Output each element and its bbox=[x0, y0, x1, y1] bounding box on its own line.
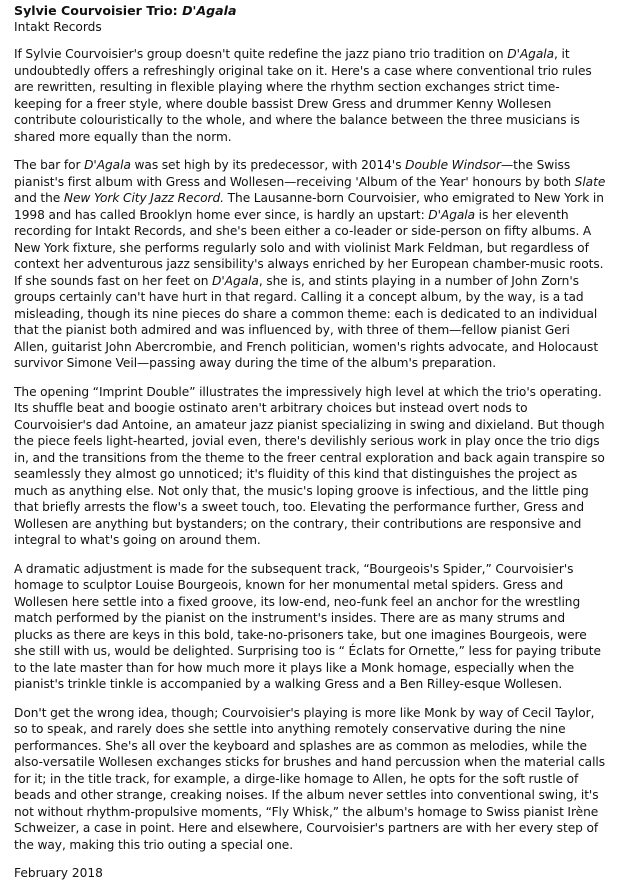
review-paragraph bbox=[14, 46, 606, 145]
italic-title: D'Agala bbox=[428, 207, 476, 222]
text-run: The opening “Imprint Double” illustrates the impressively high level at which the trio's operating. Its shuffle beat and boogie ostinato aren't arbitrary choices but instead overt nods to Courvoisier's dad Antoine, an amateur jazz pianist specializing in swing and dixieland. But though the piece feels light-hearted, jovial even, there's devilishly serious work in play once the trio digs in, and the transitions from the theme to the freer central exploration and back again transpire so seamlessly they almost go unnoticed; it's fluidity of this kind that distinguishes the project as much as anything else. Not only that, the music's loping groove is infectious, and the little ping that briefly arrests the flow's a sweet touch, too. Elevating the performance further, Gress and Wollesen are anything but bystanders; on the contrary, their contributions are responsive and integral to what's going on around them. bbox=[14, 384, 605, 547]
italic-title: Double Windsor bbox=[405, 158, 501, 172]
italic-title: D'Agala bbox=[84, 158, 131, 172]
text-run: , she is, and stints playing in a number of John Zorn's groups certainly can't have hurt in that regard. Calling it a concept album, by the way, is a tad misleading, though its nine pieces do share a common theme: each is dedicated to an individual that the pianist both admired and was influenced by, with three of them—fellow pianist Geri Allen, guitarist John Abercrombie, and French politician, women's rights advocate, and Holocaust survivor Simone Veil—passing away during the time of the album's preparation. bbox=[14, 273, 599, 370]
album-title: D'Agala bbox=[182, 3, 237, 18]
text-run: The bar for bbox=[14, 158, 85, 172]
text-run: , it undoubtedly offers a refreshingly original take on it. Here's a case where conventional trio rules are rewritten, resulting in flexible playing where the rhythm section exchanges strict time-keeping for a freer style, where double bassist Drew Gress and drummer Kenny Wollesen contribute colouristically to the whole, and where the balance between the three musicians is shared more equally than the norm. bbox=[14, 47, 592, 144]
text-run: The Lausanne-born Courvoisier, who emigrated to New York in 1998 and has called Brooklyn home ever since, is hardly an upstart: bbox=[14, 191, 604, 222]
text-run: A dramatic adjustment is made for the subsequent track, “Bourgeois's Spider,” Courvoisier's homage to sculptor Louise Bourgeois, known for her monumental metal spiders. Gress and Wollesen here settle into a fixed groove, its low-end, neo-funk feel an anchor for the wrestling match performed by the pianist on the instrument's insides. There are as many strums and plucks as there are keys in this bold, take-no-prisoners take, but one imagines Bourgeois, were she still with us, would be delighted. Surprising too is “ Éclats for Ornette,” less for paying tribute to the late master than for how much more it plays like a Monk homage, especially when the pianist's trinkle tinkle is accompanied by a walking Gress and a Ben Rilley-esque Wollesen. bbox=[14, 561, 601, 691]
italic-title: Slate bbox=[574, 174, 606, 189]
text-run: Don't get the wrong idea, though; Courvoisier's playing is more like Monk by way of Cecil Taylor, so to speak, and rarely does she settle into anything remotely conservative during the nine performances. She's all over the keyboard and splashes are as common as melodies, while the also-versatile Wollesen exchanges sticks for brushes and hand percussion when the material calls for it; in the title track, for example, a dirge-like homage to Allen, he opts for the soft rustle of beads and other strange, creaking noises. If the album never settles into conventional swing, it's not without rhythm-propulsive moments, “Fly Whisk,” the album's homage to Swiss pianist Irène Schweizer, a case in point. Here and elsewhere, Courvoisier's partners are with her every step of the way, making this trio outing a special one. bbox=[14, 705, 606, 852]
text-run: If Sylvie Courvoisier's group doesn't quite redefine the jazz piano trio tradition on bbox=[14, 47, 508, 61]
text-run: and the bbox=[14, 191, 64, 205]
review-paragraph bbox=[14, 705, 606, 854]
italic-title: New York City Jazz Record. bbox=[63, 191, 224, 205]
text-run: was set high by its predecessor, with 2014's bbox=[130, 158, 406, 172]
review-paragraph bbox=[14, 561, 606, 693]
review-paragraph bbox=[14, 384, 606, 549]
artist-name: Sylvie Courvoisier Trio: bbox=[14, 3, 178, 18]
text-run: is her eleventh recording for Intakt Records, and she's been either a co-leader or side-person on fifty albums. A New York fixture, she performs regularly solo and with violinist Mark Feldman, but regardless of context her adventurous jazz sensibility's always enriched by her European chamber-music roots. If she sounds fast on her feet on bbox=[14, 207, 604, 288]
text-run: —the Swiss pianist's first album with Gress and Wollesen—receiving 'Album of the Year' honours by both bbox=[14, 158, 575, 189]
italic-title: D'Agala bbox=[507, 47, 555, 61]
review-date: February 2018 bbox=[14, 866, 103, 880]
italic-title: D'Agala bbox=[212, 273, 259, 288]
record-label: Intakt Records bbox=[14, 20, 102, 34]
review-paragraph bbox=[14, 157, 606, 372]
review-title bbox=[14, 3, 606, 19]
review-body bbox=[14, 46, 606, 853]
